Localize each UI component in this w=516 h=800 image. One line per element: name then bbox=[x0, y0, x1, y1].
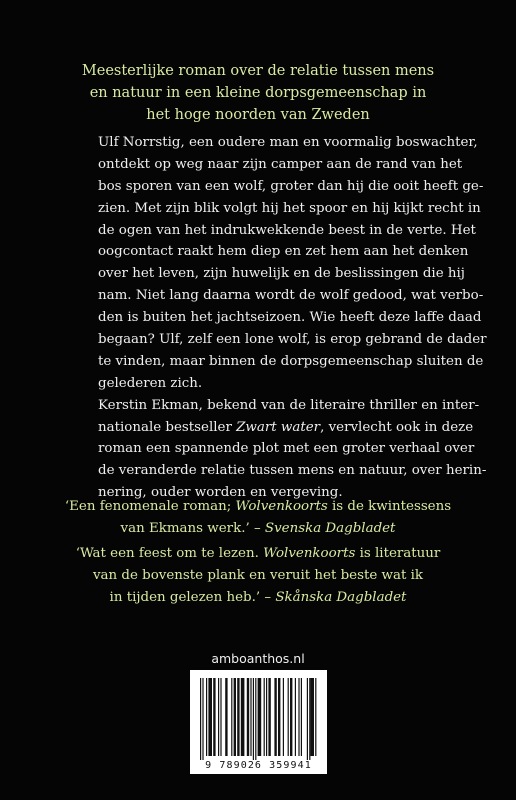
quote-text: ‘Wat een feest om te lezen. bbox=[75, 546, 264, 561]
book-title-zwart-water: Zwart water bbox=[236, 419, 321, 435]
barcode-bar bbox=[307, 678, 308, 760]
quote-text: ‘Een fenomenale roman; bbox=[64, 499, 236, 514]
barcode-bars bbox=[190, 670, 327, 762]
barcode-bar bbox=[258, 678, 262, 756]
barcode-bar bbox=[288, 678, 289, 756]
barcode-bar bbox=[206, 678, 207, 756]
barcode-bar bbox=[264, 678, 265, 756]
blurb-line: ontdekt op weg naar zijn camper aan de rand van het bbox=[98, 156, 463, 172]
barcode-bar bbox=[268, 678, 270, 756]
blurb-line: nering, ouder worden en vergeving. bbox=[98, 485, 343, 501]
barcode-bar bbox=[255, 678, 256, 760]
barcode-bar bbox=[220, 678, 221, 756]
publisher-website: amboanthos.nl bbox=[211, 651, 305, 666]
blurb-text: , vervlecht ook in deze bbox=[320, 419, 474, 435]
quote-line bbox=[60, 496, 456, 518]
blurb-line: de ogen van het indrukwekkende beest in de verte. Het bbox=[98, 222, 476, 238]
barcode-bar bbox=[225, 678, 227, 756]
barcode-bar bbox=[309, 678, 310, 760]
barcode-bar bbox=[310, 678, 314, 756]
blurb-line: zien. Met zijn blik volgt hij het spoor en hij kijkt recht in bbox=[98, 200, 481, 216]
barcode-bar bbox=[283, 678, 284, 756]
blurb-paragraph-2 bbox=[98, 395, 487, 504]
blurb-line bbox=[98, 417, 474, 439]
barcode-bar bbox=[298, 678, 299, 756]
barcode-bar bbox=[301, 678, 302, 756]
barcode-bar bbox=[278, 678, 280, 756]
blurb-paragraph-1 bbox=[98, 132, 487, 395]
quote-line: van de bovenste plank en veruit het beste wat ik bbox=[92, 568, 424, 583]
barcode-bar bbox=[315, 678, 316, 756]
blurb-line: Kerstin Ekman, bekend van de literaire thriller en inter- bbox=[98, 397, 480, 413]
barcode-bar bbox=[274, 678, 276, 756]
barcode-bar bbox=[250, 678, 251, 756]
quote-line bbox=[60, 587, 456, 609]
isbn-barcode bbox=[190, 670, 327, 774]
quote-book-title: Wolvenkoorts bbox=[263, 546, 356, 561]
barcode-bar bbox=[208, 678, 212, 756]
quote-line bbox=[60, 518, 456, 540]
isbn-digits: 9 789026 359941 bbox=[205, 760, 312, 771]
blurb-line: roman een spannende plot met een groter verhaal over bbox=[98, 441, 475, 457]
barcode-bar bbox=[247, 678, 249, 756]
quote-text: is literatuur bbox=[355, 546, 441, 561]
blurb-line: oogcontact raakt hem diep en zet hem aan het denken bbox=[98, 244, 469, 260]
barcode-bar bbox=[213, 678, 215, 756]
quote-text: van Ekmans werk.’ – bbox=[120, 521, 265, 536]
tagline-line: en natuur in een kleine dorpsgemeenschap in bbox=[89, 85, 427, 101]
barcode-bar bbox=[253, 678, 254, 760]
review-quote-1 bbox=[60, 496, 456, 540]
blurb-line: nam. Niet lang daarna wordt de wolf gedood, wat verbo- bbox=[98, 288, 484, 304]
quote-book-title: Wolvenkoorts bbox=[235, 499, 328, 514]
blurb-line: te vinden, maar binnen de dorpsgemeenschap sluiten de bbox=[98, 353, 484, 369]
barcode-bar bbox=[202, 678, 203, 760]
blurb bbox=[98, 132, 487, 504]
blurb-line: den is buiten het jachtseizoen. Wie heeft deze laffe daad bbox=[98, 310, 482, 326]
barcode-bar bbox=[234, 678, 236, 756]
blurb-line: begaan? Ulf, zelf een lone wolf, is erop gebrand de dader bbox=[98, 332, 487, 348]
quote-text: in tijden gelezen heb.’ – bbox=[109, 590, 276, 605]
quote-source: Svenska Dagbladet bbox=[264, 521, 396, 536]
tagline-line: het hoge noorden van Zweden bbox=[146, 107, 370, 123]
quote-source: Skånska Dagbladet bbox=[275, 590, 407, 605]
blurb-line: Ulf Norrstig, een oudere man en voormalig boswachter, bbox=[98, 135, 478, 150]
barcode-bar bbox=[290, 678, 292, 756]
barcode-bar bbox=[295, 678, 296, 756]
blurb-line: over het leven, zijn huwelijk en de beslissingen die hij bbox=[98, 266, 465, 282]
blurb-text: nationale bestseller bbox=[98, 419, 237, 435]
barcode-bar bbox=[200, 678, 201, 760]
review-quote-2 bbox=[60, 543, 456, 609]
barcode-bar bbox=[231, 678, 232, 756]
blurb-line: de veranderde relatie tussen mens en natuur, over herin- bbox=[98, 463, 487, 479]
quote-text: is de kwintessens bbox=[327, 499, 452, 514]
tagline bbox=[70, 60, 446, 126]
barcode-bar bbox=[266, 678, 267, 756]
barcode-bar bbox=[241, 678, 245, 756]
barcode-bar bbox=[218, 678, 219, 756]
blurb-line: gelederen zich. bbox=[98, 375, 203, 391]
barcode-bar bbox=[237, 678, 239, 756]
quote-line bbox=[60, 543, 456, 565]
blurb-line: bos sporen van een wolf, groter dan hij die ooit heeft ge- bbox=[98, 178, 484, 194]
tagline-line: Meesterlijke roman over de relatie tussen mens bbox=[81, 63, 435, 79]
